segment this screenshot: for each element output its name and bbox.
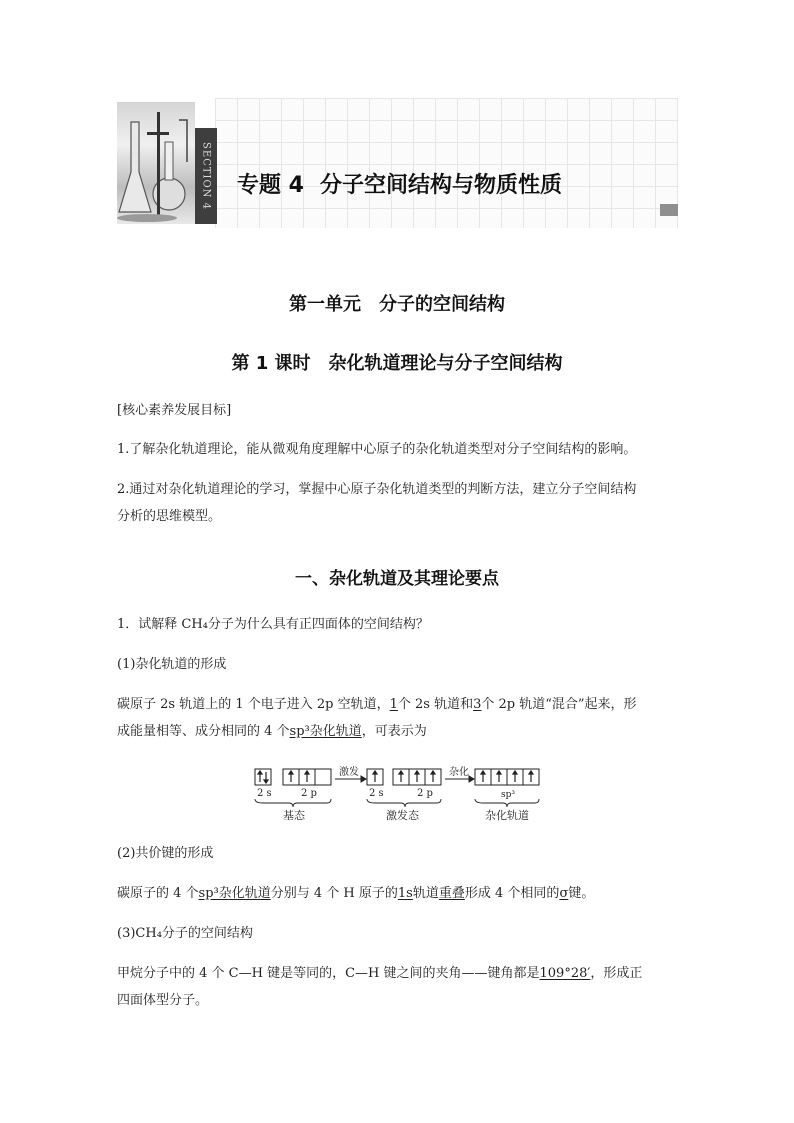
ground-state-label: 基态 (283, 809, 305, 822)
ground-2s-label: 2 s (257, 788, 272, 799)
goal-item-1: 1.了解杂化轨道理论，能从微观角度理解中心原子的杂化轨道类型对分子空间结构的影响。 (117, 442, 637, 457)
unit-label: 第一单元 (289, 294, 361, 315)
section-tab-label: SECTION 4 (200, 142, 212, 210)
goal-item-2-line-2: 分析的思维模型。 (117, 509, 222, 524)
excited-2s-label: 2 s (369, 788, 384, 799)
text-run: 成能量相等、成分相同的 4 个 (117, 724, 290, 739)
subheading-hybrid-formation: (1)杂化轨道的形成 (117, 657, 227, 672)
excited-state-label: 激发态 (386, 809, 419, 822)
goal-item-2-line-1: 2.通过对杂化轨道理论的学习，掌握中心原子杂化轨道类型的判断方法，建立分子空间结构 (117, 482, 637, 497)
paragraph-1-line-2 (117, 723, 427, 741)
answer-blank: 1 (389, 697, 398, 712)
orbital-diagram-svg (253, 765, 553, 825)
lab-glassware-illustration (117, 102, 195, 224)
text-run: 轨道 (412, 886, 439, 901)
chapter-name: 分子空间结构与物质性质 (319, 173, 562, 198)
orbital-hybridization-diagram (253, 765, 553, 825)
lesson-title (0, 349, 794, 375)
paragraph-1-line-1 (117, 696, 637, 714)
lab-glassware-photo (117, 102, 195, 224)
sp3-label: sp³ (501, 790, 515, 800)
excited-2p-label: 2 p (417, 788, 433, 799)
text-run: 碳原子 2s 轨道上的 1 个电子进入 2p 空轨道， (117, 697, 390, 712)
hybridization-label: 杂化 (449, 767, 469, 778)
answer-blank: sp³杂化轨道 (289, 724, 362, 739)
banner-grid-background (215, 98, 678, 228)
lesson-name: 杂化轨道理论与分子空间结构 (328, 353, 563, 374)
chapter-banner (117, 98, 678, 228)
answer-blank: 1s (397, 886, 413, 901)
text-run: 键。 (568, 886, 595, 901)
goals-heading: [核心素养发展目标] (117, 403, 232, 418)
text-run: 甲烷分子中的 4 个 C—H 键是等同的，C—H 键之间的夹角——键角都是 (117, 966, 540, 981)
answer-blank: sp³杂化轨道 (198, 886, 271, 901)
subheading-ch4-structure: (3)CH₄分子的空间结构 (117, 926, 253, 941)
text-run: ，形成正 (590, 966, 643, 981)
text-run: 个 2s 轨道和 (397, 697, 474, 712)
answer-blank: σ (559, 886, 569, 901)
answer-blank: 重叠 (438, 886, 465, 901)
text-run: ，可表示为 (361, 724, 427, 739)
unit-title (0, 290, 794, 316)
paragraph-3-line-1 (117, 965, 642, 983)
subheading-covalent-bond: (2)共价键的形成 (117, 846, 214, 861)
chapter-label: 专题 4 (237, 173, 304, 198)
answer-blank: 109°28′ (539, 966, 591, 981)
unit-name: 分子的空间结构 (379, 294, 505, 315)
text-run: 碳原子的 4 个 (117, 886, 199, 901)
excitation-label: 激发 (339, 767, 359, 778)
text-run: 个 2p 轨道“混合”起来，形 (481, 697, 637, 712)
text-run: 分别与 4 个 H 原子的 (270, 886, 398, 901)
hybrid-orbitals-label: 杂化轨道 (485, 809, 529, 822)
paragraph-3-line-2: 四面体型分子。 (117, 993, 209, 1008)
paragraph-2 (117, 885, 594, 903)
text-run: 形成 4 个相同的 (464, 886, 560, 901)
section-title: 一、杂化轨道及其理论要点 (295, 569, 499, 589)
ground-2p-label: 2 p (301, 788, 317, 799)
chapter-title (237, 168, 562, 199)
section-tab (195, 128, 217, 224)
lesson-label: 第 1 课时 (231, 353, 311, 374)
question-1: 1．试解释 CH₄分子为什么具有正四面体的空间结构？ (117, 617, 429, 632)
answer-blank: 3 (473, 697, 482, 712)
